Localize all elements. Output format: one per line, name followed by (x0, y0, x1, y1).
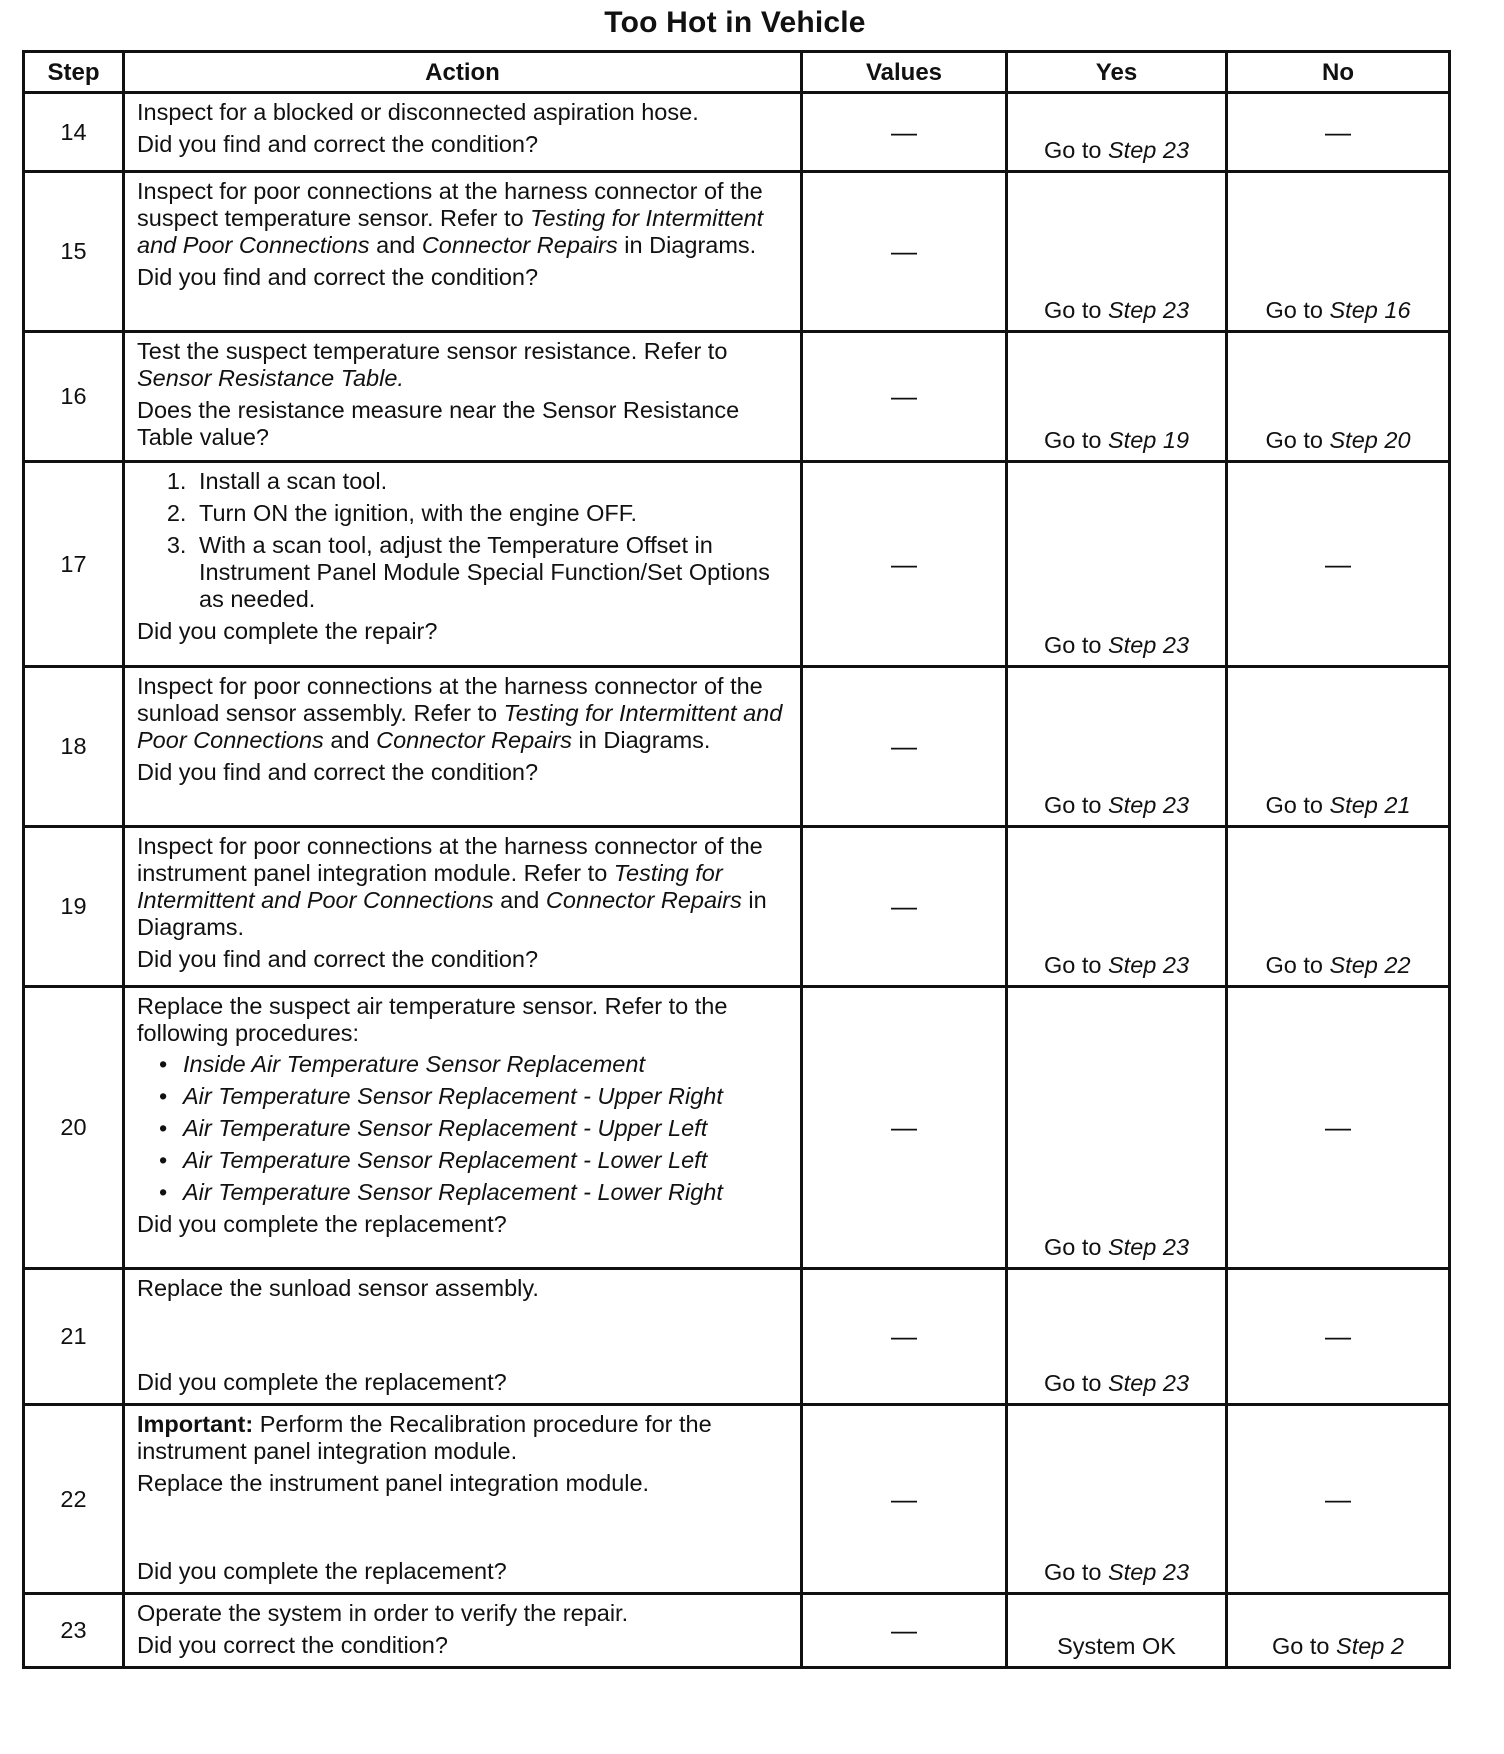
list-item: 1. Install a scan tool. (193, 468, 788, 495)
yes-step-link[interactable]: Step 19 (1108, 427, 1190, 453)
procedure-list (137, 468, 788, 613)
yes-step-link[interactable]: Step 23 (1108, 632, 1190, 658)
yes-cell: Go to Step 23 (1007, 667, 1227, 827)
action-text: Inspect for poor connections at the harness connector of the suspect temperature sensor. Refer to Testing for Intermittent and Poor Connections and Connector Repairs in Diagrams. (137, 178, 764, 258)
action-text: Test the suspect temperature sensor resistance. Refer to Sensor Resistance Table. (137, 338, 728, 391)
action-question: Did you find and correct the condition? (137, 946, 539, 972)
values-cell: — (802, 1405, 1007, 1594)
list-item: 3. With a scan tool, adjust the Temperature Offset in Instrument Panel Module Special Function/Set Options as needed. (193, 532, 788, 613)
values-cell: — (802, 827, 1007, 987)
reference-link[interactable]: Testing for Intermittent and Poor Connections (137, 700, 783, 753)
no-cell: Go to Step 22 (1227, 827, 1450, 987)
values-cell: — (802, 987, 1007, 1269)
procedure-list (137, 1051, 788, 1206)
table-row-step-20 (24, 987, 1450, 1269)
step-number: 17 (24, 462, 124, 667)
yes-cell: System OK (1007, 1594, 1227, 1668)
action-question: Does the resistance measure near the Sensor Resistance Table value? (137, 397, 740, 450)
list-item[interactable]: • Air Temperature Sensor Replacement - Lower Left (159, 1147, 708, 1173)
action-cell (124, 172, 802, 332)
table-row-step-17 (24, 462, 1450, 667)
action-question: Did you correct the condition? (137, 1632, 448, 1658)
yes-cell (1007, 93, 1227, 172)
table-row-step-16 (24, 332, 1450, 462)
no-cell: — (1227, 1269, 1450, 1405)
step-number: 23 (24, 1594, 124, 1668)
yes-step-link[interactable]: Step 23 (1108, 1370, 1190, 1396)
action-text: Operate the system in order to verify the repair. (137, 1600, 629, 1626)
yes-cell: Go to Step 19 (1007, 332, 1227, 462)
reference-link[interactable]: Testing for Intermittent and Poor Connections (137, 860, 723, 913)
page-title: Too Hot in Vehicle (604, 6, 866, 39)
yes-cell: Go to Step 23 (1007, 462, 1227, 667)
no-cell: Go to Step 20 (1227, 332, 1450, 462)
values-cell: — (802, 1594, 1007, 1668)
values-cell: — (802, 332, 1007, 462)
table-row-step-14 (24, 93, 1450, 172)
values-cell: — (802, 172, 1007, 332)
no-cell: — (1227, 93, 1450, 172)
action-question: Did you complete the replacement? (137, 1211, 507, 1237)
action-cell (124, 462, 802, 667)
diagnostic-table (22, 50, 1451, 1669)
list-item[interactable]: • Air Temperature Sensor Replacement - Upper Right (159, 1083, 723, 1109)
action-question: Did you find and correct the condition? (137, 759, 539, 785)
action-cell (124, 667, 802, 827)
table-row-step-19 (24, 827, 1450, 987)
yes-cell: Go to Step 23 (1007, 827, 1227, 987)
yes-step-link[interactable]: Step 23 (1108, 297, 1190, 323)
action-question: Did you complete the replacement? (137, 1369, 507, 1395)
action-question: Did you complete the replacement? (137, 1558, 507, 1584)
no-step-link[interactable]: Step 20 (1329, 427, 1411, 453)
action-text: Replace the sunload sensor assembly. (137, 1275, 539, 1301)
list-item: 2. Turn ON the ignition, with the engine OFF. (193, 500, 788, 527)
action-cell (124, 1594, 802, 1668)
action-question: Did you find and correct the condition? (137, 131, 539, 157)
yes-cell: Go to Step 23 (1007, 987, 1227, 1269)
important-label: Important: (137, 1411, 254, 1437)
no-step-link[interactable]: Step 21 (1329, 792, 1411, 818)
reference-link[interactable]: Connector Repairs (376, 727, 573, 753)
action-cell (124, 987, 802, 1269)
step-number: 21 (24, 1269, 124, 1405)
yes-step-link[interactable]: Step 23 (1108, 1559, 1190, 1585)
action-cell (124, 827, 802, 987)
action-text: Inspect for poor connections at the harness connector of the sunload sensor assembly. Refer to Testing for Intermittent and Poor Connections and Connector Repairs in Diagrams. (137, 673, 783, 753)
yes-cell: Go to Step 23 (1007, 1405, 1227, 1594)
no-cell: Go to Step 16 (1227, 172, 1450, 332)
no-step-link[interactable]: Step 16 (1329, 297, 1411, 323)
table-row-step-22 (24, 1405, 1450, 1594)
step-number: 20 (24, 987, 124, 1269)
header-action: Action (124, 52, 802, 93)
no-cell: Go to Step 2 (1227, 1594, 1450, 1668)
list-item[interactable]: • Air Temperature Sensor Replacement - Lower Right (159, 1179, 723, 1205)
step-number: 14 (24, 93, 124, 172)
yes-step-link[interactable]: Step 23 (1108, 1234, 1190, 1260)
no-cell: Go to Step 21 (1227, 667, 1450, 827)
step-number: 16 (24, 332, 124, 462)
action-text: Inspect for poor connections at the harness connector of the instrument panel integration module. Refer to Testing for Intermittent and Poor Connections and Connector Repairs in Diagrams. (137, 833, 767, 940)
reference-link[interactable]: Connector Repairs (421, 232, 618, 258)
header-values: Values (802, 52, 1007, 93)
action-text: Inspect for a blocked or disconnected aspiration hose. (137, 99, 699, 125)
no-cell: — (1227, 462, 1450, 667)
no-cell: — (1227, 987, 1450, 1269)
action-question: Did you complete the repair? (137, 618, 438, 644)
step-number: 15 (24, 172, 124, 332)
reference-link[interactable]: Connector Repairs (545, 887, 742, 913)
step-number: 18 (24, 667, 124, 827)
reference-link[interactable]: Sensor Resistance Table. (137, 365, 404, 391)
values-cell: — (802, 93, 1007, 172)
table-row-step-23 (24, 1594, 1450, 1668)
step-number: 19 (24, 827, 124, 987)
header-yes: Yes (1007, 52, 1227, 93)
action-cell (124, 332, 802, 462)
no-cell: — (1227, 1405, 1450, 1594)
table-header-row (24, 52, 1450, 93)
table-row-step-21 (24, 1269, 1450, 1405)
header-no: No (1227, 52, 1450, 93)
values-cell: — (802, 667, 1007, 827)
values-cell: — (802, 462, 1007, 667)
no-step-link[interactable]: Step 2 (1336, 1633, 1404, 1659)
step-number: 22 (24, 1405, 124, 1594)
yes-cell: Go to Step 23 (1007, 1269, 1227, 1405)
values-cell: — (802, 1269, 1007, 1405)
yes-step-link[interactable]: Step 23 (1108, 792, 1190, 818)
table-row-step-15 (24, 172, 1450, 332)
header-step: Step (24, 52, 124, 93)
no-step-link[interactable]: Step 22 (1329, 952, 1411, 978)
action-cell (124, 1405, 802, 1594)
list-item[interactable]: • Air Temperature Sensor Replacement - Upper Left (159, 1115, 708, 1141)
action-text: Replace the instrument panel integration module. (137, 1470, 650, 1496)
list-item[interactable]: • Inside Air Temperature Sensor Replacement (159, 1051, 645, 1077)
action-text: Replace the suspect air temperature sensor. Refer to the following procedures: (137, 993, 728, 1046)
goto-text: Go to (1043, 137, 1108, 163)
important-note: Important: Perform the Recalibration procedure for the instrument panel integration module. (137, 1411, 712, 1464)
action-cell (124, 1269, 802, 1405)
reference-link[interactable]: Testing for Intermittent and Poor Connections (137, 205, 764, 258)
action-question: Did you find and correct the condition? (137, 264, 539, 290)
yes-step-link[interactable]: Step 23 (1108, 952, 1190, 978)
yes-cell: Go to Step 23 (1007, 172, 1227, 332)
table-row-step-18 (24, 667, 1450, 827)
action-cell (124, 93, 802, 172)
yes-step-link[interactable]: Step 23 (1108, 137, 1190, 163)
